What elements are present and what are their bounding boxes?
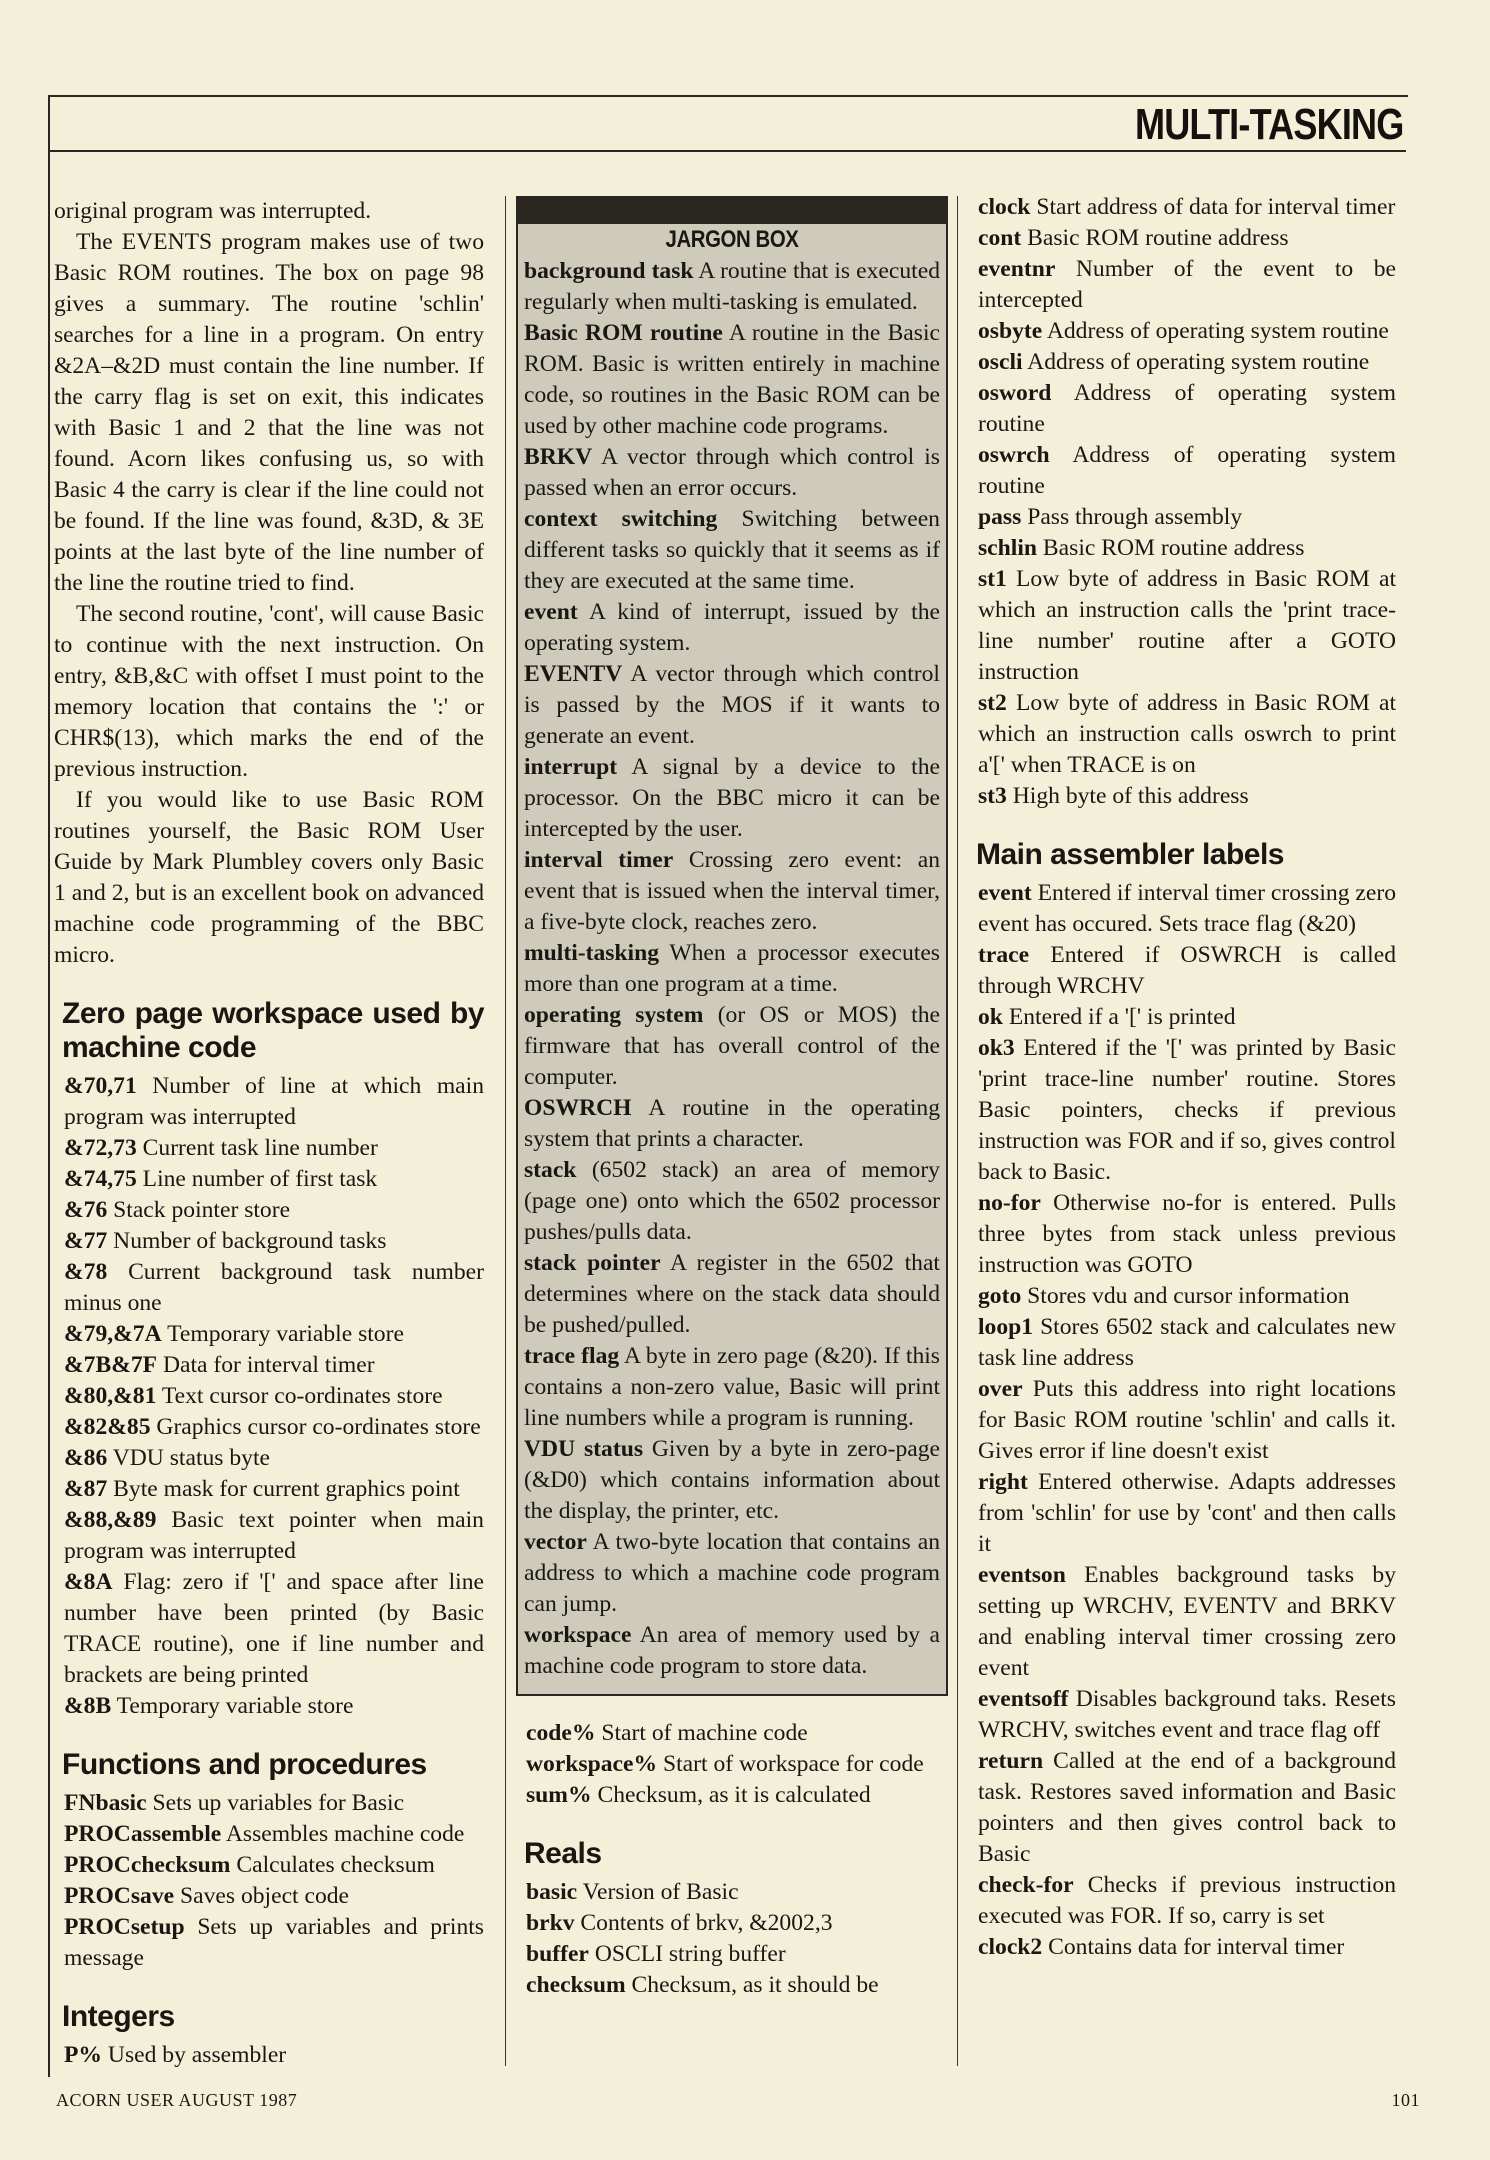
glossary-description: Assembles machine code xyxy=(225,1821,465,1847)
glossary-term: PROCchecksum xyxy=(64,1852,231,1878)
glossary-description: Line number of first task xyxy=(142,1166,378,1192)
glossary-entry xyxy=(978,1467,1396,1560)
jargon-box-title: JARGON BOX xyxy=(665,226,799,253)
glossary-term: operating system xyxy=(524,1002,704,1028)
glossary-description: Sets up variables and prints message xyxy=(64,1914,484,1971)
glossary-term: OSWRCH xyxy=(524,1095,632,1121)
glossary-term: cont xyxy=(978,225,1022,251)
intro-paragraph: If you would like to use Basic ROM routines yourself, the Basic ROM User Guide by Mark Plumbley covers only Basic 1 and 2, but is an excellent book on advanced machine code programming of the BBC micro. xyxy=(54,787,484,968)
functions-list xyxy=(64,1788,484,1974)
glossary-term: buffer xyxy=(526,1941,589,1967)
glossary-term: &79,&7A xyxy=(64,1321,162,1347)
glossary-description: Number of background tasks xyxy=(113,1228,387,1254)
glossary-entry xyxy=(64,1133,484,1164)
glossary-entry xyxy=(64,1350,484,1381)
glossary-description: Basic ROM routine address xyxy=(1027,225,1289,251)
glossary-term: &76 xyxy=(64,1197,108,1223)
glossary-entry xyxy=(524,1155,940,1248)
glossary-description: Contains data for interval timer xyxy=(1048,1934,1345,1960)
glossary-term: &8B xyxy=(64,1693,112,1719)
glossary-entry xyxy=(524,938,940,1000)
glossary-term: eventnr xyxy=(978,256,1056,282)
glossary-description: Given by a byte in zero-page (&D0) which contains information about the display, the printer, etc. xyxy=(524,1436,940,1524)
glossary-description: A routine in the Basic ROM. Basic is written entirely in machine code, so routines in the Basic ROM can be used by other machine code programs. xyxy=(524,320,940,439)
glossary-description: A vector through which control is passed by the MOS if it wants to generate an event. xyxy=(524,661,940,749)
glossary-entry xyxy=(64,1881,484,1912)
glossary-description: Address of operating system routine xyxy=(978,442,1396,499)
glossary-description: (or OS or MOS) the firmware that has overall control of the computer. xyxy=(524,1002,940,1090)
glossary-entry xyxy=(978,878,1396,940)
glossary-term: PROCsave xyxy=(64,1883,175,1909)
glossary-entry xyxy=(524,1527,940,1620)
glossary-term: no-for xyxy=(978,1190,1041,1216)
glossary-entry xyxy=(64,1788,484,1819)
glossary-term: trace xyxy=(978,942,1030,968)
glossary-entry xyxy=(978,440,1396,502)
glossary-term: oswrch xyxy=(978,442,1050,468)
glossary-entry xyxy=(524,256,940,318)
glossary-description: Number of line at which main program was interrupted xyxy=(64,1073,485,1130)
glossary-entry xyxy=(64,1412,484,1443)
glossary-term: workspace xyxy=(524,1622,632,1648)
jargon-box-body xyxy=(518,256,946,1694)
glossary-description: Checks if previous instruction executed was FOR. If so, carry is set xyxy=(978,1872,1396,1929)
glossary-description: Stores vdu and cursor information xyxy=(1027,1283,1350,1309)
glossary-term: PROCassemble xyxy=(64,1821,222,1847)
glossary-term: over xyxy=(978,1376,1023,1402)
glossary-entry xyxy=(978,688,1396,781)
integers-list xyxy=(64,2040,484,2071)
glossary-entry xyxy=(978,1870,1396,1932)
glossary-description: Disables background taks. Resets WRCHV, switches event and trace flag off xyxy=(978,1686,1396,1743)
glossary-description: High byte of this address xyxy=(1012,783,1249,809)
glossary-description: Low byte of address in Basic ROM at which an instruction calls the 'print trace-line number' routine after a GOTO instruction xyxy=(978,566,1396,685)
glossary-term: st2 xyxy=(978,690,1007,716)
glossary-term: interrupt xyxy=(524,754,618,780)
glossary-term: FNbasic xyxy=(64,1790,147,1816)
glossary-term: Basic ROM routine xyxy=(524,320,723,346)
glossary-description: Text cursor co-ordinates store xyxy=(161,1383,443,1409)
glossary-entry xyxy=(64,1226,484,1257)
glossary-description: Current background task number minus one xyxy=(64,1259,484,1316)
glossary-description: Checksum, as it should be xyxy=(631,1972,879,1998)
section-title: MULTI-TASKING xyxy=(1135,100,1404,149)
intro-paragraph: original program was interrupted. xyxy=(54,198,372,224)
glossary-entry xyxy=(64,1567,484,1691)
glossary-term: &72,73 xyxy=(64,1135,137,1161)
glossary-description: A routine that is executed regularly when multi-tasking is emulated. xyxy=(524,258,940,315)
glossary-entry xyxy=(526,1970,948,2001)
glossary-description: A two-byte location that contains an address to which a machine code program can jump. xyxy=(524,1529,940,1617)
glossary-entry xyxy=(978,1002,1396,1033)
glossary-entry xyxy=(524,1434,940,1527)
glossary-entry xyxy=(526,1718,948,1749)
page-number: 101 xyxy=(1391,2090,1420,2110)
glossary-term: osword xyxy=(978,380,1052,406)
glossary-description: VDU status byte xyxy=(112,1445,271,1471)
glossary-entry xyxy=(524,659,940,752)
glossary-description: Low byte of address in Basic ROM at which an instruction calls oswrch to print a'[' when TRACE is on xyxy=(978,690,1396,778)
glossary-entry xyxy=(978,192,1396,223)
glossary-description: A routine in the operating system that prints a character. xyxy=(524,1095,940,1152)
glossary-term: &82&85 xyxy=(64,1414,151,1440)
glossary-term: clock2 xyxy=(978,1934,1043,1960)
glossary-term: BRKV xyxy=(524,444,593,470)
glossary-entry xyxy=(64,1319,484,1350)
glossary-description: Entered if interval timer crossing zero event has occured. Sets trace flag (&20) xyxy=(978,880,1396,937)
glossary-term: eventsoff xyxy=(978,1686,1069,1712)
glossary-entry xyxy=(524,442,940,504)
glossary-entry xyxy=(978,1281,1396,1312)
glossary-description: Flag: zero if '[' and space after line number have been printed (by Basic TRACE routine), one if line number and brackets are being printed xyxy=(64,1569,484,1688)
glossary-entry xyxy=(978,1312,1396,1374)
glossary-description: A register in the 6502 that determines where on the stack data should be pushed/pulled. xyxy=(524,1250,940,1338)
glossary-description: Called at the end of a background task. Restores saved information and Basic pointers and then gives control back to Basic xyxy=(978,1748,1396,1867)
glossary-term: code% xyxy=(526,1720,596,1746)
glossary-entry xyxy=(524,504,940,597)
glossary-term: P% xyxy=(64,2042,103,2068)
glossary-entry xyxy=(64,1443,484,1474)
glossary-description: Address of operating system routine xyxy=(1027,349,1370,375)
glossary-term: brkv xyxy=(526,1910,575,1936)
glossary-term: background task xyxy=(524,258,694,284)
glossary-entry xyxy=(524,597,940,659)
glossary-description: Used by assembler xyxy=(107,2042,287,2068)
glossary-description: Crossing zero event: an event that is issued when the interval timer, a five-byte clock, reaches zero. xyxy=(524,847,940,935)
glossary-entry xyxy=(978,1932,1396,1963)
glossary-description: OSCLI string buffer xyxy=(594,1941,786,1967)
glossary-term: vector xyxy=(524,1529,587,1555)
glossary-term: &8A xyxy=(64,1569,113,1595)
intro-paragraph: The EVENTS program makes use of two Basic ROM routines. The box on page 98 gives a summary. The routine 'schlin' searches for a line in a program. On entry &2A–&2D must contain the line number. If the carry flag is set on exit, this indicates with Basic 1 and 2 that the line was not found. Acorn likes confusing us, so with Basic 4 the carry is clear if the line could not be found. If the line was found, &3D, & 3E points at the last byte of the line number of the line the routine tried to find. xyxy=(54,229,484,596)
glossary-term: clock xyxy=(978,194,1031,220)
glossary-term: osbyte xyxy=(978,318,1043,344)
glossary-description: Number of the event to be intercepted xyxy=(978,256,1396,313)
glossary-term: pass xyxy=(978,504,1022,530)
glossary-description: Puts this address into right locations for Basic ROM routine 'schlin' and calls it. Gives error if line doesn't exist xyxy=(978,1376,1396,1464)
integer-vars-list xyxy=(526,1718,948,1811)
reals-list xyxy=(526,1877,948,2001)
glossary-description: A byte in zero page (&20). If this contains a non-zero value, Basic will print line numbers while a program is running. xyxy=(524,1343,940,1431)
glossary-entry xyxy=(978,254,1396,316)
glossary-entry xyxy=(524,1620,940,1682)
glossary-term: &80,&81 xyxy=(64,1383,157,1409)
glossary-term: loop1 xyxy=(978,1314,1034,1340)
glossary-entry xyxy=(524,845,940,938)
glossary-term: &74,75 xyxy=(64,1166,137,1192)
glossary-description: (6502 stack) an area of memory (page one) onto which the 6502 processor pushes/pulls data. xyxy=(524,1157,940,1245)
glossary-description: When a processor executes more than one program at a time. xyxy=(524,940,940,997)
glossary-term: &88,&89 xyxy=(64,1507,157,1533)
glossary-description: Calculates checksum xyxy=(236,1852,435,1878)
glossary-entry xyxy=(978,347,1396,378)
glossary-term: &70,71 xyxy=(64,1073,137,1099)
glossary-entry xyxy=(978,564,1396,688)
glossary-description: Switching between different tasks so quickly that it seems as if they are executed at the same time. xyxy=(524,506,940,594)
glossary-term: st1 xyxy=(978,566,1007,592)
glossary-description: Entered if OSWRCH is called through WRCHV xyxy=(978,942,1396,999)
glossary-description: Temporary variable store xyxy=(167,1321,404,1347)
column-2 xyxy=(516,196,948,2001)
glossary-entry xyxy=(978,781,1396,812)
glossary-entry xyxy=(978,502,1396,533)
glossary-description: Graphics cursor co-ordinates store xyxy=(156,1414,481,1440)
glossary-entry xyxy=(526,1908,948,1939)
glossary-description: Basic ROM routine address xyxy=(1042,535,1305,561)
glossary-term: right xyxy=(978,1469,1028,1495)
glossary-term: st3 xyxy=(978,783,1007,809)
glossary-entry xyxy=(526,1939,948,1970)
glossary-term: &7B&7F xyxy=(64,1352,158,1378)
glossary-entry xyxy=(978,1746,1396,1870)
glossary-description: Entered if a '[' is printed xyxy=(1008,1004,1236,1030)
glossary-entry xyxy=(524,318,940,442)
glossary-description: Stores 6502 stack and calculates new task line address xyxy=(978,1314,1396,1371)
glossary-entry xyxy=(978,533,1396,564)
glossary-entry xyxy=(526,1877,948,1908)
glossary-entry xyxy=(64,1691,484,1722)
glossary-entry xyxy=(526,1780,948,1811)
glossary-term: sum% xyxy=(526,1782,592,1808)
glossary-term: stack xyxy=(524,1157,577,1183)
glossary-description: Address of operating system routine xyxy=(978,380,1396,437)
glossary-entry xyxy=(978,316,1396,347)
glossary-term: VDU status xyxy=(524,1436,643,1462)
glossary-description: Sets up variables for Basic xyxy=(152,1790,405,1816)
glossary-description: Saves object code xyxy=(180,1883,350,1909)
glossary-entry xyxy=(64,2040,484,2071)
glossary-entry xyxy=(978,1033,1396,1188)
glossary-entry xyxy=(526,1749,948,1780)
glossary-description: Entered if the '[' was printed by Basic 'print trace-line number' routine. Stores Basic pointers, checks if previous instruction was FOR and if so, gives control back to Basic. xyxy=(978,1035,1397,1185)
glossary-description: Temporary variable store xyxy=(116,1693,354,1719)
glossary-entry xyxy=(524,1341,940,1434)
glossary-description: Enables background tasks by setting up WRCHV, EVENTV and BRKV and enabling interval timer crossing zero event xyxy=(978,1562,1396,1681)
glossary-entry xyxy=(978,1560,1396,1684)
glossary-description: Stack pointer store xyxy=(113,1197,291,1223)
glossary-entry xyxy=(978,1188,1396,1281)
glossary-term: schlin xyxy=(978,535,1038,561)
reals-heading: Reals xyxy=(524,1837,602,1870)
glossary-entry xyxy=(978,223,1396,254)
glossary-term: basic xyxy=(526,1879,578,1905)
column-1 xyxy=(54,196,484,2071)
glossary-description: Start address of data for interval timer xyxy=(1036,194,1396,220)
zero-page-heading: Zero page workspace used by machine code xyxy=(62,997,484,1064)
glossary-entry xyxy=(524,1248,940,1341)
glossary-term: interval timer xyxy=(524,847,674,873)
glossary-term: event xyxy=(524,599,578,625)
glossary-description: Address of operating system routine xyxy=(1046,318,1389,344)
glossary-description: Contents of brkv, &2002,3 xyxy=(580,1910,833,1936)
glossary-entry xyxy=(64,1257,484,1319)
assembler-labels-list xyxy=(978,878,1396,1963)
glossary-term: &77 xyxy=(64,1228,108,1254)
intro-paragraph: The second routine, 'cont', will cause Basic to continue with the next instruction. On entry, &B,&C with offset I must point to the memory location that contains the ':' or CHR$(13), which marks the end of the previous instruction. xyxy=(54,601,484,782)
assembler-labels-heading: Main assembler labels xyxy=(976,838,1284,871)
glossary-description: Basic text pointer when main program was interrupted xyxy=(64,1507,484,1564)
glossary-entry xyxy=(64,1505,484,1567)
glossary-description: Version of Basic xyxy=(582,1879,739,1905)
glossary-description: Start of machine code xyxy=(601,1720,808,1746)
reals-continued-list xyxy=(978,192,1396,812)
glossary-term: stack pointer xyxy=(524,1250,661,1276)
glossary-entry xyxy=(64,1474,484,1505)
glossary-entry xyxy=(978,378,1396,440)
glossary-entry xyxy=(64,1819,484,1850)
glossary-entry xyxy=(64,1381,484,1412)
glossary-entry xyxy=(524,752,940,845)
glossary-description: Entered otherwise. Adapts addresses from 'schlin' for use by 'cont' and then calls it xyxy=(978,1469,1396,1557)
glossary-term: checksum xyxy=(526,1972,626,1998)
glossary-description: Data for interval timer xyxy=(162,1352,375,1378)
zero-page-list xyxy=(64,1071,484,1722)
header-rule xyxy=(48,150,1406,152)
glossary-term: ok xyxy=(978,1004,1003,1030)
glossary-term: EVENTV xyxy=(524,661,623,687)
glossary-term: multi-tasking xyxy=(524,940,660,966)
glossary-entry xyxy=(64,1071,484,1133)
glossary-term: &87 xyxy=(64,1476,108,1502)
glossary-description: Otherwise no-for is entered. Pulls three bytes from stack unless previous instruction was GOTO xyxy=(978,1190,1396,1278)
jargon-box-bar xyxy=(518,198,946,224)
glossary-description: Byte mask for current graphics point xyxy=(113,1476,460,1502)
glossary-term: trace flag xyxy=(524,1343,620,1369)
functions-heading: Functions and procedures xyxy=(62,1748,427,1781)
glossary-description: A vector through which control is passed when an error occurs. xyxy=(524,444,940,501)
glossary-description: Start of workspace for code xyxy=(662,1751,924,1777)
glossary-description: Checksum, as it is calculated xyxy=(597,1782,871,1808)
glossary-term: workspace% xyxy=(526,1751,658,1777)
column-3 xyxy=(968,192,1396,1963)
glossary-term: event xyxy=(978,880,1032,906)
glossary-term: ok3 xyxy=(978,1035,1015,1061)
glossary-entry xyxy=(524,1000,940,1093)
glossary-description: A signal by a device to the processor. On the BBC micro it can be intercepted by the user. xyxy=(524,754,940,842)
glossary-term: return xyxy=(978,1748,1044,1774)
glossary-term: context switching xyxy=(524,506,718,532)
glossary-entry xyxy=(978,1374,1396,1467)
glossary-term: eventson xyxy=(978,1562,1066,1588)
glossary-entry xyxy=(64,1195,484,1226)
glossary-entry xyxy=(64,1850,484,1881)
glossary-term: &86 xyxy=(64,1445,108,1471)
glossary-term: PROCsetup xyxy=(64,1914,185,1940)
glossary-entry xyxy=(524,1093,940,1155)
column-divider-left xyxy=(505,196,506,2066)
glossary-entry xyxy=(978,1684,1396,1746)
jargon-box xyxy=(516,196,948,1696)
column-divider-right xyxy=(957,196,958,2066)
glossary-description: A kind of interrupt, issued by the operating system. xyxy=(524,599,940,656)
glossary-description: An area of memory used by a machine code program to store data. xyxy=(524,1622,941,1679)
glossary-entry xyxy=(978,940,1396,1002)
footer-publication: ACORN USER AUGUST 1987 xyxy=(56,2090,298,2110)
glossary-term: check-for xyxy=(978,1872,1074,1898)
integers-heading: Integers xyxy=(62,2000,175,2033)
glossary-term: oscli xyxy=(978,349,1023,375)
glossary-term: goto xyxy=(978,1283,1022,1309)
glossary-entry xyxy=(64,1912,484,1974)
glossary-description: Current task line number xyxy=(142,1135,378,1161)
glossary-description: Pass through assembly xyxy=(1027,504,1243,530)
glossary-term: &78 xyxy=(64,1259,108,1285)
glossary-entry xyxy=(64,1164,484,1195)
